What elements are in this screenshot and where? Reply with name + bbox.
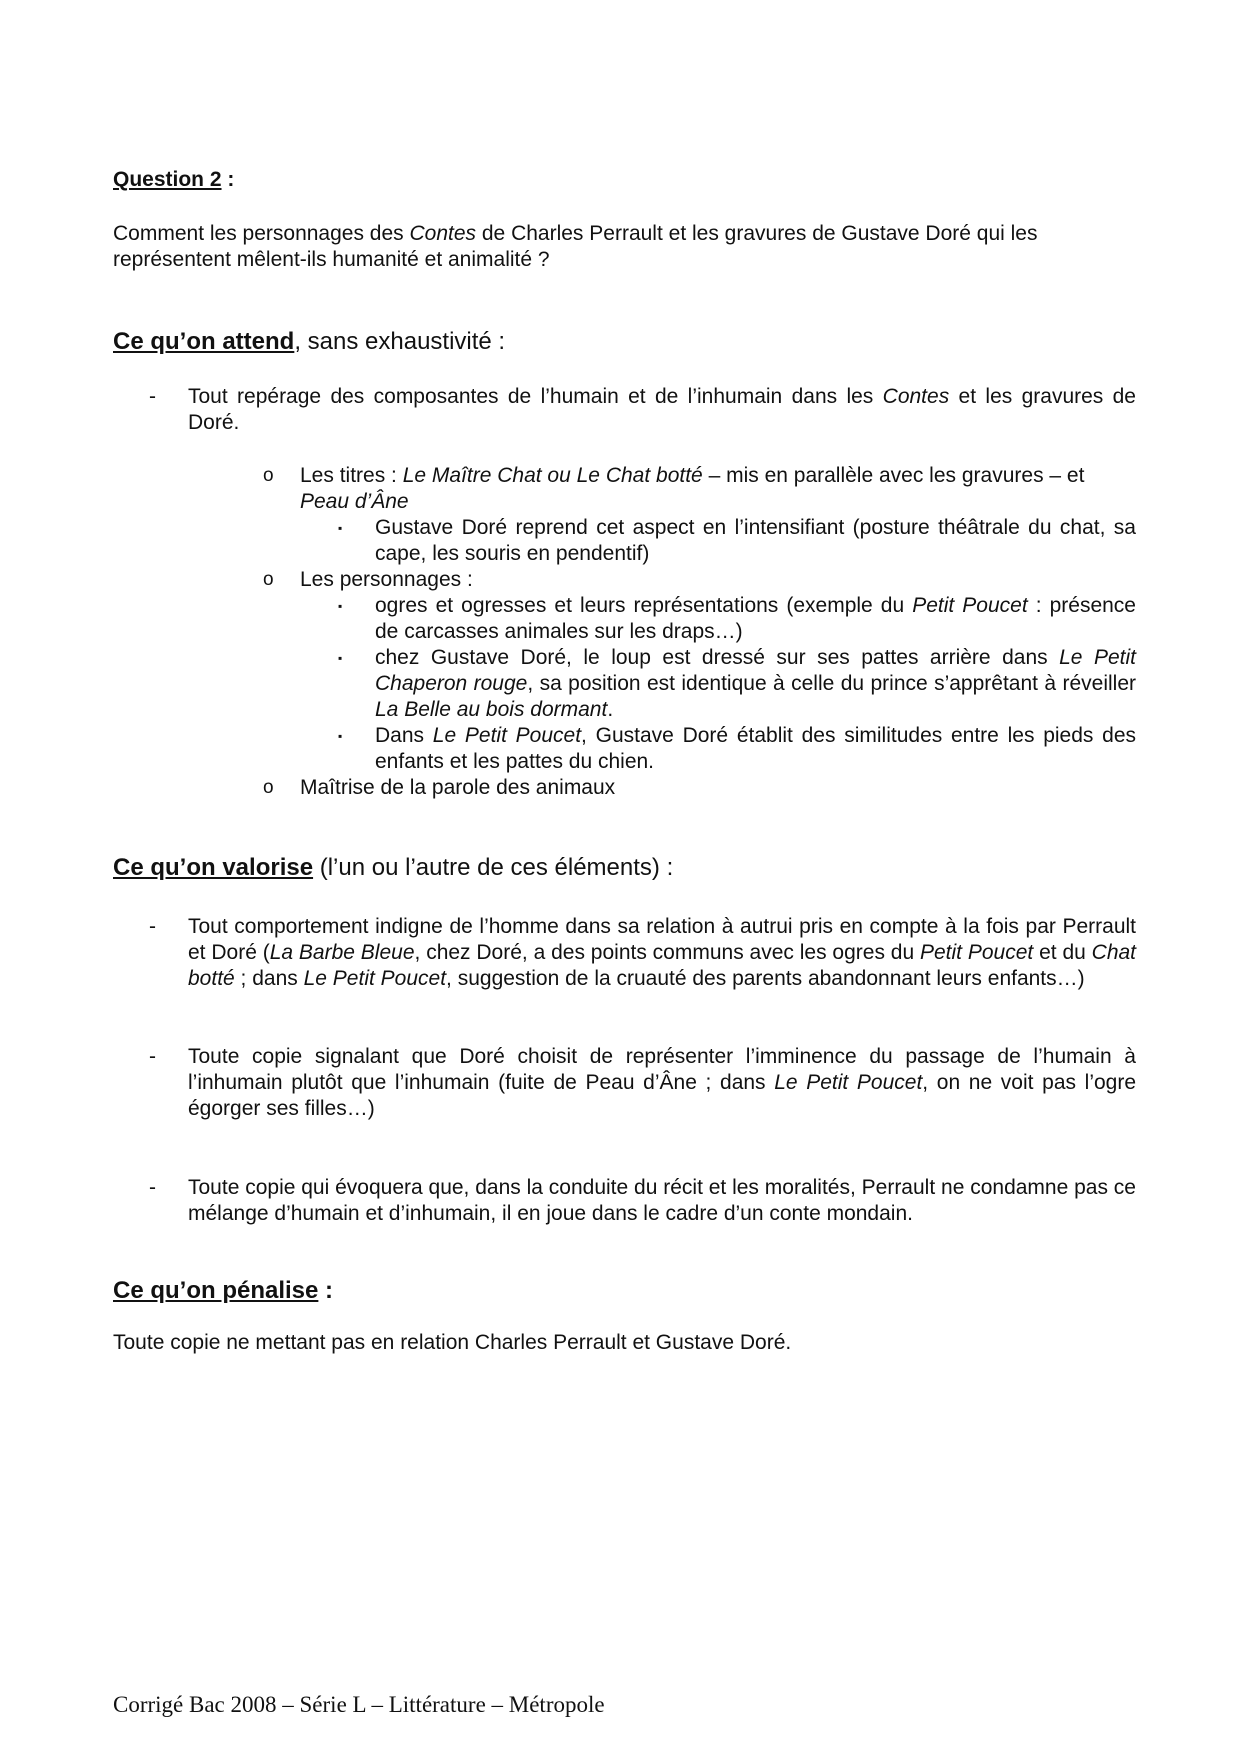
- attend-titres-sub: Gustave Doré reprend cet aspect en l’intensifiant (posture théâtrale du chat, sa cape, les souris en pendentif): [375, 516, 1136, 565]
- valorise-item-2: Toute copie signalant que Doré choisit de représenter l’imminence du passage de l’humain à l’inhumain plutôt que l’inhumain (fuite de Peau d’Âne ; dans Le Petit Poucet, on ne voit pas l’ogre égorger ses filles…): [188, 1045, 1137, 1120]
- page-footer: Corrigé Bac 2008 – Série L – Littérature – Métropole: [113, 1692, 605, 1717]
- attend-ogres: ogres et ogresses et leurs représentations (exemple du Petit Poucet : présence de carcasses animales sur les draps…): [375, 594, 1136, 643]
- square-bullet: ▪: [338, 651, 343, 665]
- dash-bullet: -: [149, 915, 156, 938]
- valorise-item-1: Tout comportement indigne de l’homme dans sa relation à autrui pris en compte à la fois par Perrault et Doré (La Barbe Bleue, chez Doré, a des points communs avec les ogres du Petit Poucet et du Chat botté ; dans Le Petit Poucet, suggestion de la cruauté des parents abandonnant leurs enfants…): [188, 915, 1137, 990]
- dash-bullet: -: [149, 1176, 156, 1199]
- circle-bullet: o: [263, 777, 274, 798]
- attend-loup: chez Gustave Doré, le loup est dressé sur ses pattes arrière dans Le Petit Chaperon rouge, sa position est identique à celle du prince s’apprêtant à réveiller La Belle au bois dormant.: [375, 646, 1137, 721]
- attend-personnages: Les personnages :: [300, 568, 473, 591]
- circle-bullet: o: [263, 569, 274, 590]
- section-heading-attend: Ce qu’on attend, sans exhaustivité :: [113, 328, 506, 355]
- attend-parole: Maîtrise de la parole des animaux: [300, 776, 616, 799]
- attend-item: Tout repérage des composantes de l’humain et de l’inhumain dans les Contes et les gravures de Doré.: [188, 385, 1136, 434]
- circle-bullet: o: [263, 465, 274, 486]
- dash-bullet: -: [149, 385, 156, 408]
- valorise-item-3: Toute copie qui évoquera que, dans la conduite du récit et les moralités, Perrault ne condamne pas ce mélange d’humain et d’inhumain, il en joue dans le cadre d’un conte mondain.: [188, 1176, 1136, 1225]
- attend-titres: Les titres : Le Maître Chat ou Le Chat botté – mis en parallèle avec les gravures – et Peau d’Âne: [300, 464, 1085, 513]
- penalise-text: Toute copie ne mettant pas en relation Charles Perrault et Gustave Doré.: [113, 1331, 792, 1354]
- dash-bullet: -: [149, 1045, 156, 1068]
- square-bullet: ▪: [338, 599, 343, 613]
- section-heading-valorise: Ce qu’on valorise (l’un ou l’autre de ces éléments) :: [113, 854, 674, 881]
- square-bullet: ▪: [338, 521, 343, 535]
- attend-pieds: Dans Le Petit Poucet, Gustave Doré établit des similitudes entre les pieds des enfants et les pattes du chien.: [375, 724, 1136, 773]
- square-bullet: ▪: [338, 729, 343, 743]
- section-heading-penalise: Ce qu’on pénalise :: [113, 1277, 334, 1304]
- question-title: Question 2 :: [113, 168, 235, 191]
- question-text: Comment les personnages des Contes de Charles Perrault et les gravures de Gustave Doré qui les représentent mêlent-ils humanité et animalité ?: [113, 222, 1038, 271]
